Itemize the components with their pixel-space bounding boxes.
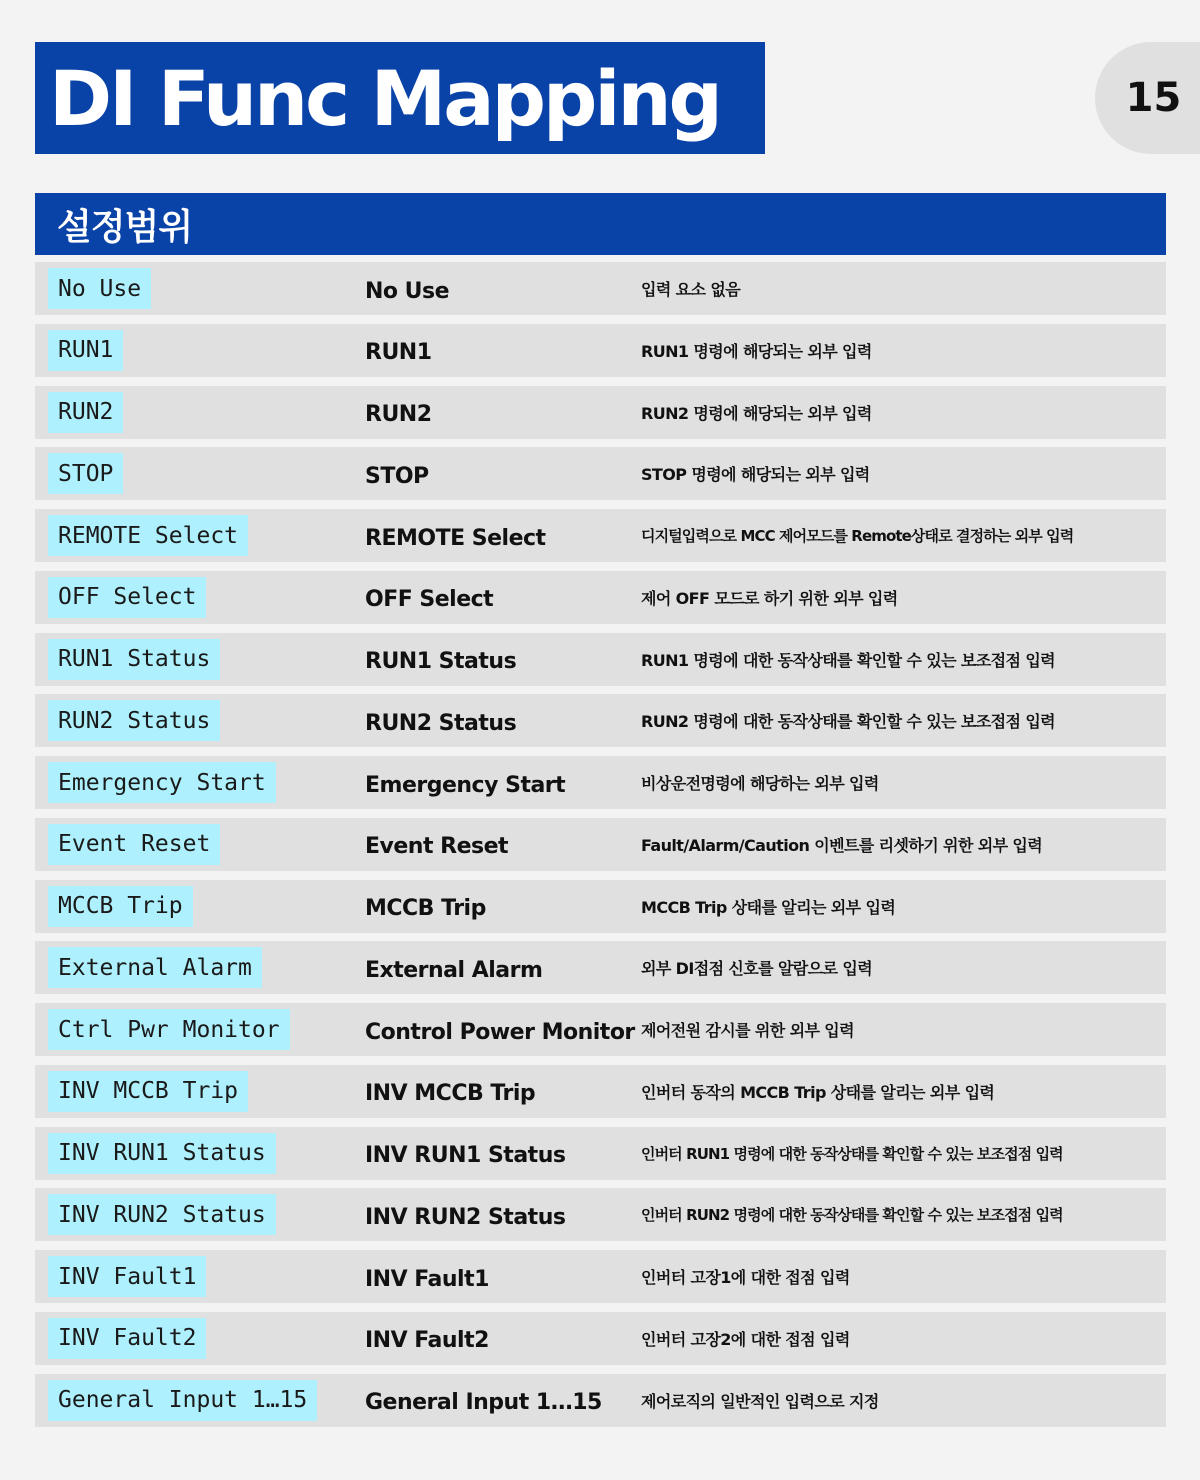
function-name: Event Reset xyxy=(365,834,509,860)
parameter-code-label: No Use xyxy=(48,268,151,309)
table-row xyxy=(35,262,1166,315)
function-name: General Input 1…15 xyxy=(365,1390,602,1415)
function-description: 제어로직의 일반적인 입력으로 지정 xyxy=(641,1391,879,1411)
page-number: 15 xyxy=(1125,75,1182,121)
function-name: Control Power Monitor xyxy=(365,1019,635,1045)
parameter-code-label: RUN1 xyxy=(48,330,123,371)
function-description: 제어전원 감시를 위한 외부 입력 xyxy=(641,1021,855,1040)
function-description: 디지털입력으로 MCC 제어모드를 Remote상태로 결정하는 외부 입력 xyxy=(641,527,1074,545)
table-row xyxy=(35,571,1166,624)
function-name: OFF Select xyxy=(365,587,494,613)
function-name: Emergency Start xyxy=(365,772,566,798)
function-description: MCCB Trip 상태를 알리는 외부 입력 xyxy=(641,897,896,917)
function-description: 외부 DI접점 신호를 알람으로 입력 xyxy=(641,959,873,979)
section-header xyxy=(35,193,1166,255)
function-description: STOP 명령에 해당되는 외부 입력 xyxy=(641,465,870,485)
function-name: INV RUN2 Status xyxy=(365,1204,566,1230)
parameter-code-label: INV Fault2 xyxy=(48,1318,206,1359)
function-description: RUN2 명령에 대한 동작상태를 확인할 수 있는 보조접점 입력 xyxy=(641,712,1056,732)
section-title: 설정범위 xyxy=(57,206,193,248)
function-name: RUN2 Status xyxy=(365,710,517,736)
function-name: INV MCCB Trip xyxy=(365,1081,536,1107)
title-banner xyxy=(35,42,765,154)
parameter-code-label: RUN2 Status xyxy=(48,700,220,741)
function-description: 인버터 RUN2 명령에 대한 동작상태를 확인할 수 있는 보조접점 입력 xyxy=(641,1206,1063,1225)
parameter-code-label: INV MCCB Trip xyxy=(48,1071,248,1112)
parameter-code-label: INV RUN1 Status xyxy=(48,1133,276,1174)
function-name: RUN2 xyxy=(365,402,432,427)
table-row xyxy=(35,941,1166,994)
table-row xyxy=(35,880,1166,933)
function-description: 인버터 고장2에 대한 접점 입력 xyxy=(641,1329,850,1349)
parameter-code-label: REMOTE Select xyxy=(48,515,248,556)
parameter-code-label: MCCB Trip xyxy=(48,886,193,927)
function-description: RUN2 명령에 해당되는 외부 입력 xyxy=(641,403,872,423)
table-row xyxy=(35,818,1166,871)
function-description: 입력 요소 없음 xyxy=(641,280,741,299)
function-name: INV Fault2 xyxy=(365,1328,489,1354)
function-description: 인버터 RUN1 명령에 대한 동작상태를 확인할 수 있는 보조접점 입력 xyxy=(641,1144,1063,1163)
function-description: Fault/Alarm/Caution 이벤트를 리셋하기 위한 외부 입력 xyxy=(641,835,1043,855)
parameter-code-label: RUN2 xyxy=(48,392,123,433)
parameter-code-label: External Alarm xyxy=(48,947,262,988)
function-description: 인버터 고장1에 대한 접점 입력 xyxy=(641,1268,850,1287)
function-name: RUN1 xyxy=(365,340,432,366)
table-row xyxy=(35,1312,1166,1365)
function-name: RUN1 Status xyxy=(365,649,517,674)
table-row xyxy=(35,1127,1166,1180)
function-name: STOP xyxy=(365,463,429,489)
table-row xyxy=(35,386,1166,439)
function-description: 비상운전명령에 해당하는 외부 입력 xyxy=(641,774,879,793)
function-description: RUN1 명령에 대한 동작상태를 확인할 수 있는 보조접점 입력 xyxy=(641,650,1056,670)
table-row xyxy=(35,756,1166,809)
table-row xyxy=(35,447,1166,500)
table-row xyxy=(35,694,1166,747)
parameter-code-label: General Input 1…15 xyxy=(48,1380,317,1421)
parameter-code-label: INV Fault1 xyxy=(48,1256,206,1297)
table-row xyxy=(35,509,1166,562)
table-row xyxy=(35,1188,1166,1241)
table-row xyxy=(35,633,1166,686)
mapping-table xyxy=(35,262,1166,1435)
parameter-code-label: STOP xyxy=(48,453,123,494)
function-name: MCCB Trip xyxy=(365,896,486,921)
parameter-code-label: Ctrl Pwr Monitor xyxy=(48,1009,290,1050)
table-row xyxy=(35,1250,1166,1303)
parameter-code-label: OFF Select xyxy=(48,577,206,618)
table-row xyxy=(35,1065,1166,1118)
function-name: No Use xyxy=(365,278,450,304)
table-row xyxy=(35,324,1166,377)
parameter-code-label: RUN1 Status xyxy=(48,639,220,680)
function-name: External Alarm xyxy=(365,957,543,983)
page-number-badge xyxy=(1095,42,1200,154)
page-title: DI Func Mapping xyxy=(49,53,720,143)
parameter-code-label: INV RUN2 Status xyxy=(48,1194,276,1235)
function-description: 제어 OFF 모드로 하기 위한 외부 입력 xyxy=(641,588,898,608)
table-row xyxy=(35,1374,1166,1427)
parameter-code-label: Emergency Start xyxy=(48,762,276,803)
parameter-code-label: Event Reset xyxy=(48,824,220,865)
function-description: 인버터 동작의 MCCB Trip 상태를 알리는 외부 입력 xyxy=(641,1082,995,1102)
function-description: RUN1 명령에 해당되는 외부 입력 xyxy=(641,341,872,361)
function-name: INV RUN1 Status xyxy=(365,1143,566,1168)
function-name: INV Fault1 xyxy=(365,1266,489,1292)
function-name: REMOTE Select xyxy=(365,525,546,551)
table-row xyxy=(35,1003,1166,1056)
